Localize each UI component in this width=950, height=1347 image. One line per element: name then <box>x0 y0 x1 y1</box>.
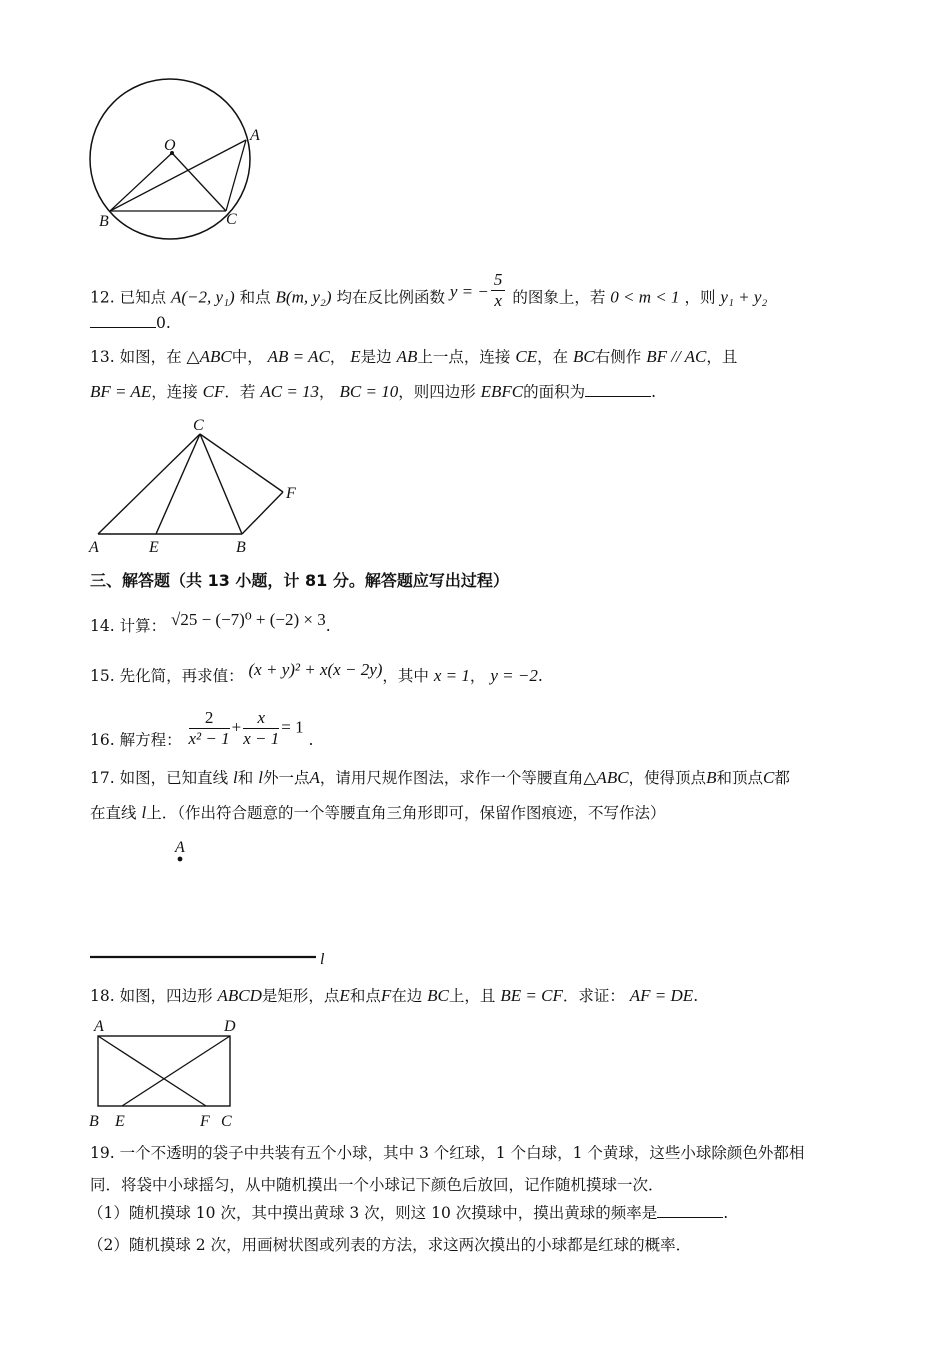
label-F: F <box>200 1113 210 1130</box>
q19-part1: （1）随机摸球 10 次，其中摸出黄球 3 次，则这 10 次摸球中，摸出黄球的频率是 . <box>88 1204 729 1222</box>
q17-line2: 在直线 l上．（作出符合题意的一个等腰直角三角形即可，保留作图痕迹，不写作法） <box>90 803 666 822</box>
label-B: B <box>89 1113 99 1130</box>
label-C: C <box>193 417 204 434</box>
label-A: A <box>250 127 260 144</box>
q13-answer-blank <box>585 382 651 397</box>
q12-condition: 0 < m < 1 <box>610 287 680 307</box>
label-E: E <box>115 1113 125 1130</box>
label-B: B <box>99 213 109 230</box>
circle-figure <box>80 70 280 250</box>
q16-fraction-2: $\frac{x}{x - 1}$ <box>243 708 280 748</box>
q12-sum: y₁ + y₂ <box>720 287 768 307</box>
q18: 18. 如图，四边形 ABCD是矩形，点E和点F在边 BC上，且 BE = CF．求证： AF = DE. <box>90 986 699 1005</box>
q19-part2: （2）随机摸球 2 次，用画树状图或列表的方法，求这两次摸出的小球都是红球的概率． <box>88 1236 692 1254</box>
label-B: B <box>236 539 246 556</box>
label-D: D <box>224 1018 236 1035</box>
q16-fraction-1: $\frac{2}{\text{x² − 1}}$ <box>188 708 230 748</box>
q13-line2: BF = AE，连接 CF．若 AC = 13， BC = 10，则四边形 EBFC的面积为 . <box>90 382 657 401</box>
q12-line1: 12. 已知点 A(−2, y₁) 和点 B(m, y₂) 均在反比例函数 y = − $\frac{5}{x}$ 的图象上，若 0 < m < 1 ，则 y₁ + y₂ <box>90 270 768 310</box>
section-heading: 三、解答题（共 13 小题，计 81 分。解答题应写出过程） <box>90 571 509 590</box>
triangle-figure <box>80 412 320 560</box>
q14: 14. 计算： √25 − (−7)⁰ + (−2) × 3. <box>90 610 331 635</box>
line-figure <box>84 832 344 972</box>
label-C: C <box>221 1113 232 1130</box>
q14-expression: √25 − (−7)⁰ + (−2) × 3 <box>171 610 326 629</box>
q12-pointA: A(−2, y₁) <box>171 287 235 307</box>
q19-answer-blank <box>657 1203 723 1218</box>
rectangle-figure <box>84 1016 254 1134</box>
q13-line1: 13. 如图，在 △ABC中， AB = AC， E是边 AB上一点，连接 CE，在 BC右侧作 BF // AC，且 <box>90 347 738 366</box>
q15-expression: (x + y)² + x(x − 2y) <box>248 660 383 679</box>
q15: 15. 先化简，再求值： (x + y)² + x(x − 2y)，其中 x = 1， y = −2. <box>90 660 543 685</box>
label-F: F <box>286 485 296 502</box>
label-line-l: l <box>320 951 325 968</box>
q19-line2: 同．将袋中小球摇匀，从中随机摸出一个小球记下颜色后放回，记作随机摸球一次． <box>90 1176 664 1194</box>
q12-fraction: $\frac{5}{x}$ <box>491 270 506 311</box>
label-C: C <box>226 211 237 228</box>
q19-line1: 19. 一个不透明的袋子中共装有五个小球，其中 3 个红球，1 个白球，1 个黄球，这些小球除颜色外都相 <box>90 1144 805 1162</box>
label-O: O <box>164 137 176 154</box>
q17-line1: 17. 如图，已知直线 l和 l外一点A，请用尺规作图法，求作一个等腰直角△ABC，使得顶点B和顶点C都 <box>90 768 790 787</box>
label-E: E <box>149 539 159 556</box>
label-point-A: A <box>175 839 185 856</box>
label-A: A <box>94 1018 104 1035</box>
q16: 16. 解方程： $\frac{2}{\text{x² − 1}}$ + $\frac{x}{x - 1}$ = 1 . <box>90 708 314 749</box>
q12-line2: 0. <box>90 312 171 334</box>
q12-pointB: B(m, y₂) <box>275 287 332 307</box>
label-A: A <box>89 539 99 556</box>
q12-answer-blank <box>90 313 156 328</box>
